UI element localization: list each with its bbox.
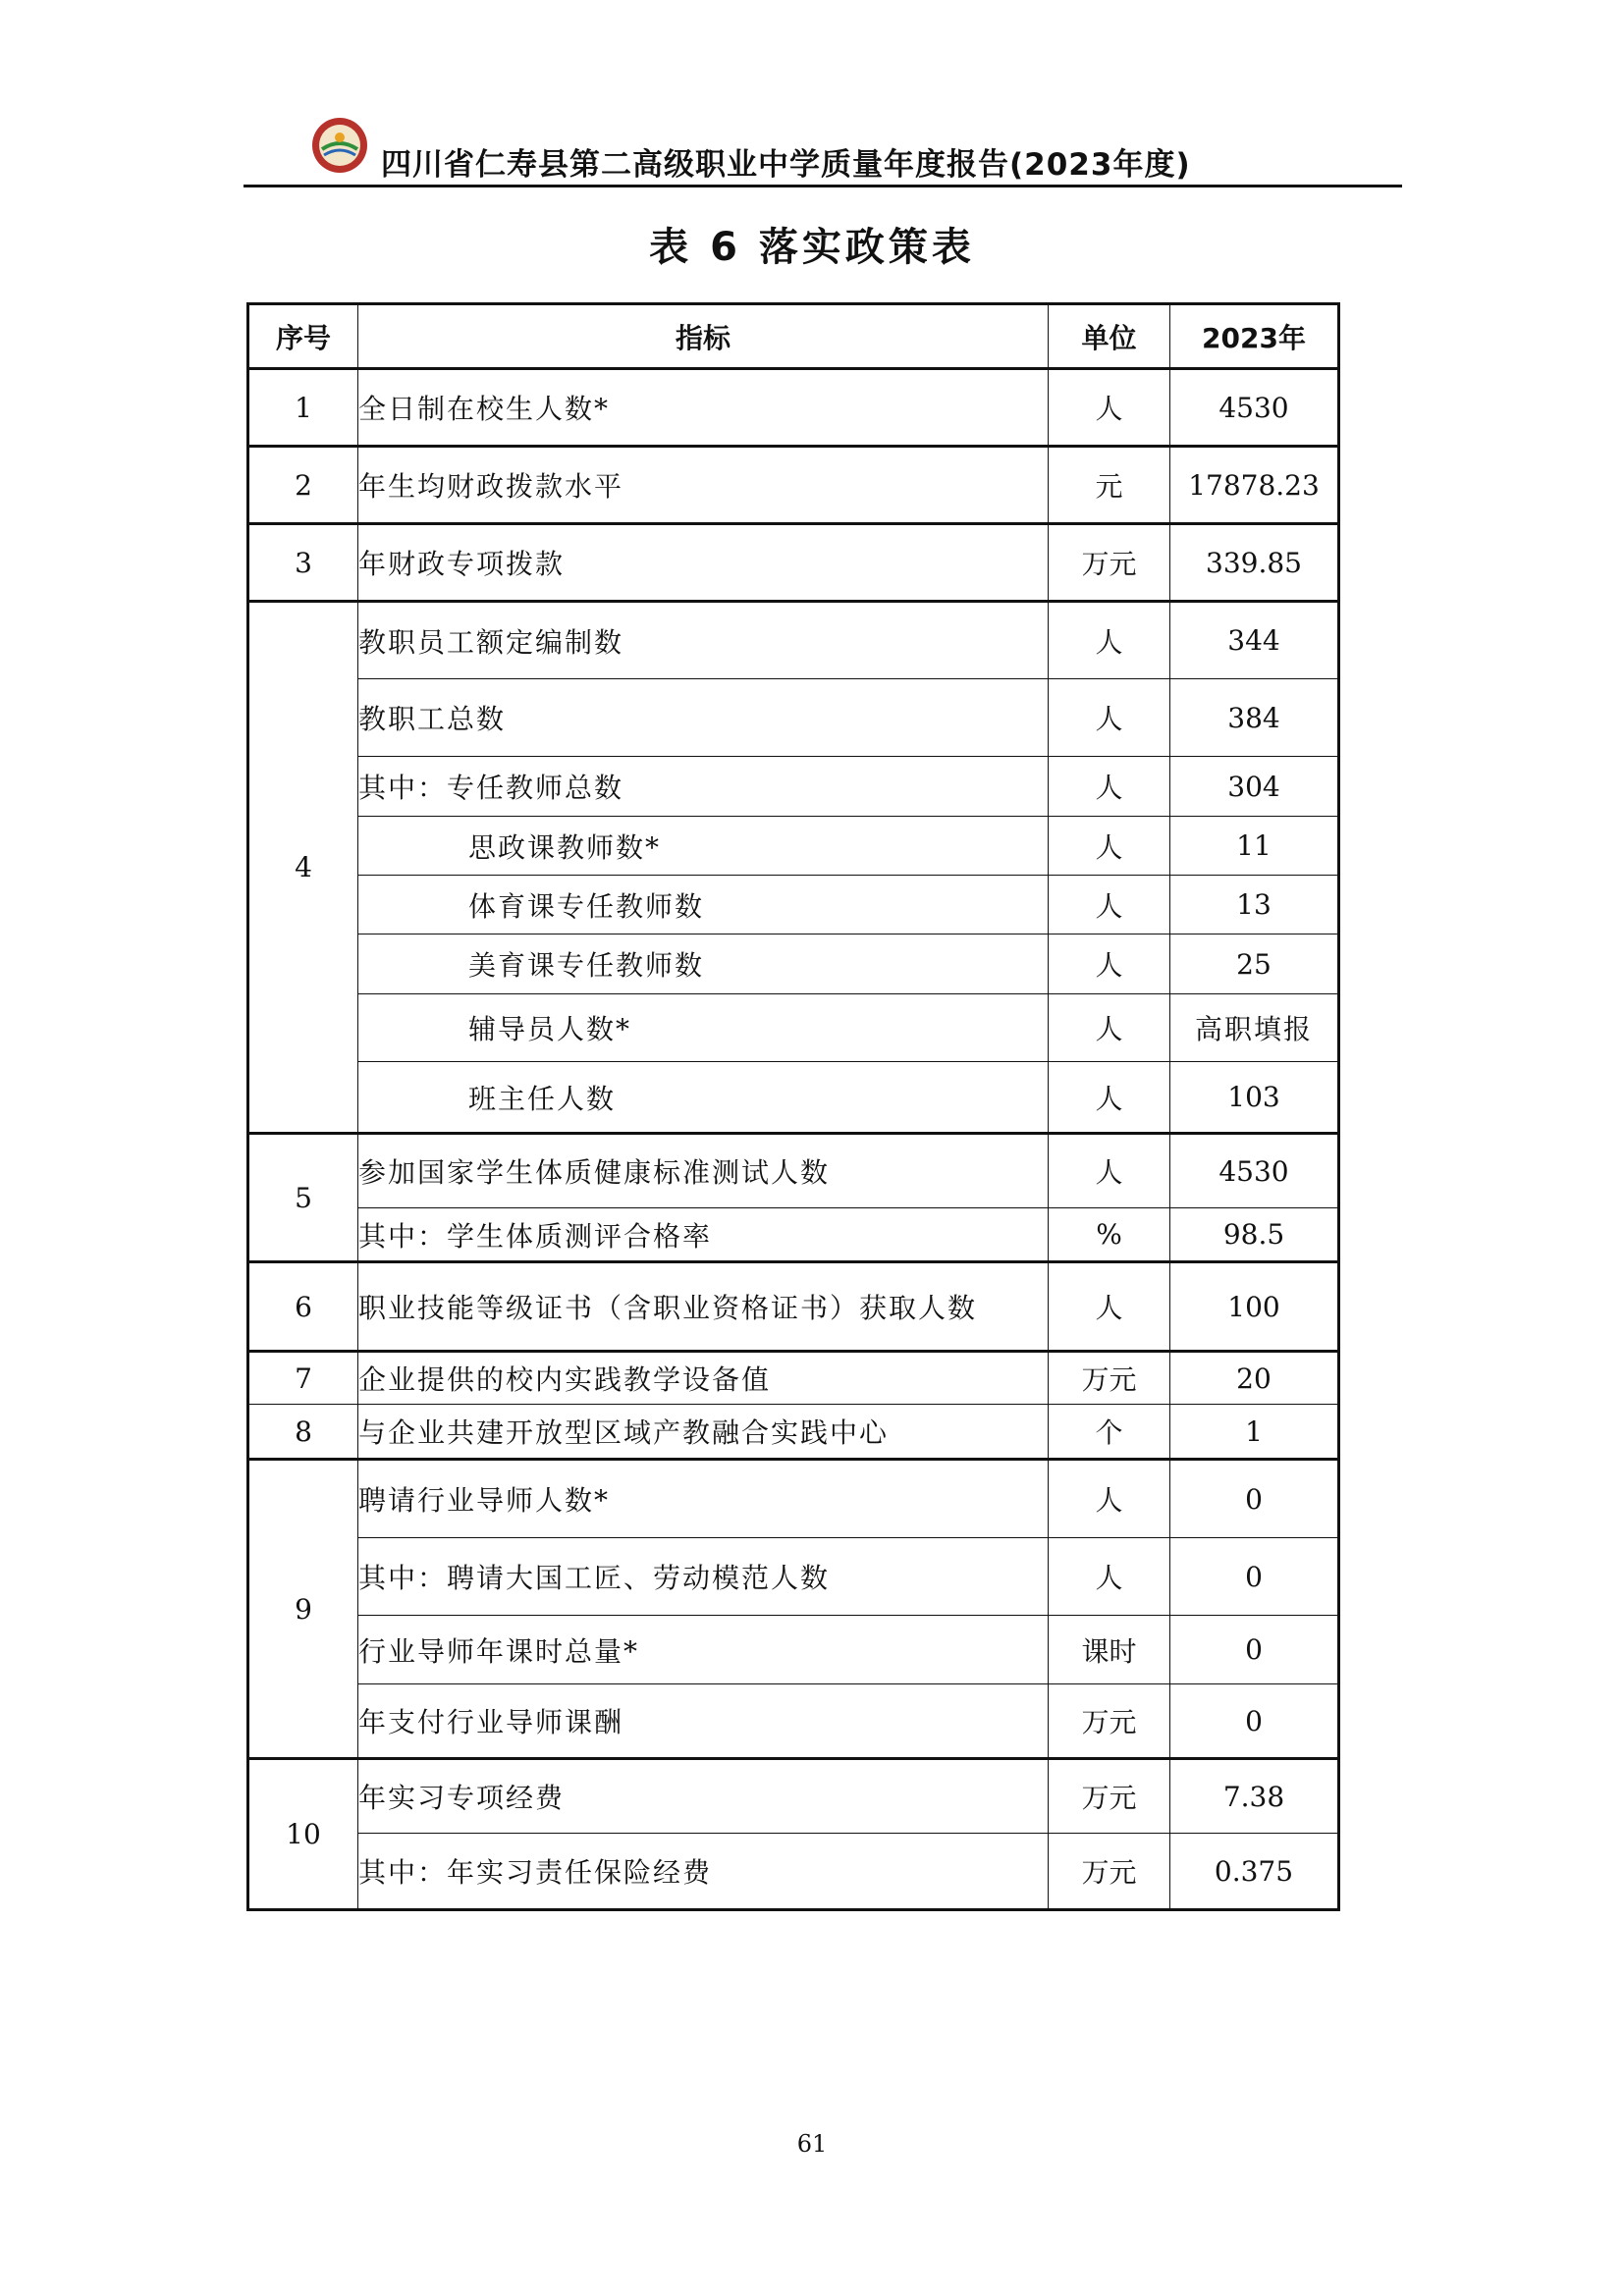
report-title: 四川省仁寿县第二高级职业中学质量年度报告(2023年度) [381, 147, 1191, 183]
unit-cell: 人 [1049, 679, 1170, 757]
indicator-cell: 与企业共建开放型区域产教融合实践中心 [358, 1405, 1049, 1460]
table-row [248, 1834, 1339, 1910]
table-row [248, 1460, 1339, 1538]
indicator-cell: 思政课教师数* [358, 817, 1049, 876]
indicator-cell: 年支付行业导师课酬 [358, 1684, 1049, 1759]
indicator-cell: 参加国家学生体质健康标准测试人数 [358, 1134, 1049, 1208]
value-cell: 17878.23 [1170, 447, 1339, 524]
table-row [248, 1208, 1339, 1262]
value-cell: 0 [1170, 1460, 1339, 1538]
indicator-cell: 企业提供的校内实践教学设备值 [358, 1352, 1049, 1405]
value-cell: 344 [1170, 602, 1339, 679]
seq-cell: 6 [248, 1262, 358, 1352]
value-cell: 384 [1170, 679, 1339, 757]
table-title: 表 6 落实政策表 [649, 225, 975, 270]
unit-cell: 人 [1049, 1538, 1170, 1616]
page-number: 61 [796, 2130, 828, 2158]
indicator-cell: 教职工总数 [358, 679, 1049, 757]
value-cell: 高职填报 [1170, 994, 1339, 1062]
page-header [244, 110, 1402, 190]
indicator-cell: 聘请行业导师人数* [358, 1460, 1049, 1538]
value-cell: 7.38 [1170, 1759, 1339, 1834]
table-row [248, 1134, 1339, 1208]
value-cell: 304 [1170, 757, 1339, 817]
unit-cell: 万元 [1049, 1352, 1170, 1405]
value-cell: 98.5 [1170, 1208, 1339, 1262]
value-cell: 0 [1170, 1616, 1339, 1684]
indicator-cell: 其中：年实习责任保险经费 [358, 1834, 1049, 1910]
indicator-cell: 体育课专任教师数 [358, 876, 1049, 934]
value-cell: 25 [1170, 934, 1339, 994]
value-cell: 13 [1170, 876, 1339, 934]
unit-cell: 人 [1049, 876, 1170, 934]
value-cell: 4530 [1170, 1134, 1339, 1208]
column-header-unit: 单位 [1049, 304, 1170, 369]
table-row [248, 876, 1339, 934]
indicator-cell: 班主任人数 [358, 1062, 1049, 1134]
indicator-cell: 其中：学生体质测评合格率 [358, 1208, 1049, 1262]
value-cell: 20 [1170, 1352, 1339, 1405]
table-row [248, 1062, 1339, 1134]
unit-cell: 人 [1049, 1062, 1170, 1134]
table-row [248, 994, 1339, 1062]
value-cell: 1 [1170, 1405, 1339, 1460]
table-row [248, 602, 1339, 679]
indicator-cell: 其中：聘请大国工匠、劳动模范人数 [358, 1538, 1049, 1616]
indicator-cell: 年财政专项拨款 [358, 524, 1049, 602]
table-row [248, 1405, 1339, 1460]
unit-cell: 个 [1049, 1405, 1170, 1460]
table-row [248, 1538, 1339, 1616]
seq-cell: 3 [248, 524, 358, 602]
table-row [248, 757, 1339, 817]
seq-cell: 10 [248, 1759, 358, 1910]
unit-cell: 人 [1049, 757, 1170, 817]
header-rule [244, 185, 1402, 187]
table-row [248, 1616, 1339, 1684]
indicator-cell: 其中：专任教师总数 [358, 757, 1049, 817]
indicator-cell: 美育课专任教师数 [358, 934, 1049, 994]
table-row [248, 447, 1339, 524]
seq-cell: 2 [248, 447, 358, 524]
value-cell: 0 [1170, 1684, 1339, 1759]
table-row [248, 524, 1339, 602]
table-row [248, 1262, 1339, 1352]
table-row [248, 1352, 1339, 1405]
policy-table [246, 302, 1340, 1911]
unit-cell: 人 [1049, 602, 1170, 679]
unit-cell: % [1049, 1208, 1170, 1262]
indicator-cell: 年实习专项经费 [358, 1759, 1049, 1834]
unit-cell: 人 [1049, 369, 1170, 447]
school-logo-icon [310, 116, 369, 175]
unit-cell: 万元 [1049, 1834, 1170, 1910]
value-cell: 0.375 [1170, 1834, 1339, 1910]
unit-cell: 人 [1049, 1460, 1170, 1538]
value-cell: 339.85 [1170, 524, 1339, 602]
unit-cell: 元 [1049, 447, 1170, 524]
seq-cell: 8 [248, 1405, 358, 1460]
table-row [248, 369, 1339, 447]
table-row [248, 1684, 1339, 1759]
indicator-cell: 全日制在校生人数* [358, 369, 1049, 447]
unit-cell: 万元 [1049, 1759, 1170, 1834]
column-header-seq: 序号 [248, 304, 358, 369]
unit-cell: 人 [1049, 994, 1170, 1062]
value-cell: 4530 [1170, 369, 1339, 447]
table-row [248, 817, 1339, 876]
seq-cell: 5 [248, 1134, 358, 1262]
seq-cell: 9 [248, 1460, 358, 1759]
unit-cell: 万元 [1049, 1684, 1170, 1759]
seq-cell: 1 [248, 369, 358, 447]
table-header-row [248, 304, 1339, 369]
indicator-cell: 教职员工额定编制数 [358, 602, 1049, 679]
unit-cell: 人 [1049, 817, 1170, 876]
seq-cell: 7 [248, 1352, 358, 1405]
column-header-value: 2023年 [1170, 304, 1339, 369]
value-cell: 0 [1170, 1538, 1339, 1616]
value-cell: 11 [1170, 817, 1339, 876]
indicator-cell: 行业导师年课时总量* [358, 1616, 1049, 1684]
table-row [248, 1759, 1339, 1834]
value-cell: 100 [1170, 1262, 1339, 1352]
column-header-indicator: 指标 [358, 304, 1049, 369]
unit-cell: 人 [1049, 1134, 1170, 1208]
table-row [248, 679, 1339, 757]
indicator-cell: 辅导员人数* [358, 994, 1049, 1062]
value-cell: 103 [1170, 1062, 1339, 1134]
unit-cell: 人 [1049, 1262, 1170, 1352]
unit-cell: 课时 [1049, 1616, 1170, 1684]
indicator-cell: 职业技能等级证书（含职业资格证书）获取人数 [358, 1262, 1049, 1352]
table-row [248, 934, 1339, 994]
unit-cell: 万元 [1049, 524, 1170, 602]
unit-cell: 人 [1049, 934, 1170, 994]
indicator-cell: 年生均财政拨款水平 [358, 447, 1049, 524]
seq-cell: 4 [248, 602, 358, 1134]
